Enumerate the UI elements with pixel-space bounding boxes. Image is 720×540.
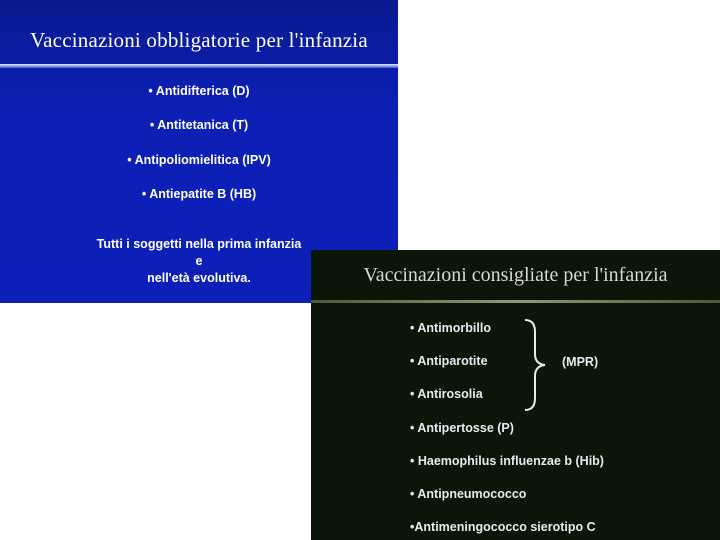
title-divider <box>0 64 398 68</box>
vaccine-item-polio: • Antipoliomielitica (IPV) <box>127 153 271 167</box>
vaccine-item-tetanica: • Antitetanica (T) <box>149 118 249 132</box>
vaccine-item-pertosse: • Antipertosse (P) <box>410 421 514 435</box>
vaccine-item-meningococco: •Antimeningococco sierotipo C <box>410 520 596 534</box>
note-line-3: nell'età evolutiva. <box>147 271 251 285</box>
note-line-2: e <box>195 254 203 268</box>
mpr-group-label: (MPR) <box>562 355 599 369</box>
vaccine-item-pneumococco: • Antipneumococco <box>410 487 527 501</box>
slide-obbligatorie-title: Vaccinazioni obbligatorie per l'infanzia <box>30 28 368 52</box>
vaccine-item-morbillo: • Antimorbillo <box>410 321 491 335</box>
note-line-1: Tutti i soggetti nella prima infanzia <box>96 237 302 251</box>
vaccine-item-hib: • Haemophilus influenzae b (Hib) <box>410 454 604 468</box>
vaccine-item-parotite: • Antiparotite <box>410 354 488 368</box>
vaccine-item-rosolia: • Antirosolia <box>410 387 483 401</box>
slide-consigliate-title: Vaccinazioni consigliate per l'infanzia <box>363 264 668 286</box>
vaccine-item-epatite: • Antiepatite B (HB) <box>141 187 257 201</box>
title-divider <box>311 300 720 303</box>
slide-consigliate <box>311 250 720 540</box>
vaccine-item-difterica: • Antidifterica (D) <box>148 84 250 98</box>
curly-brace-icon <box>519 318 549 412</box>
